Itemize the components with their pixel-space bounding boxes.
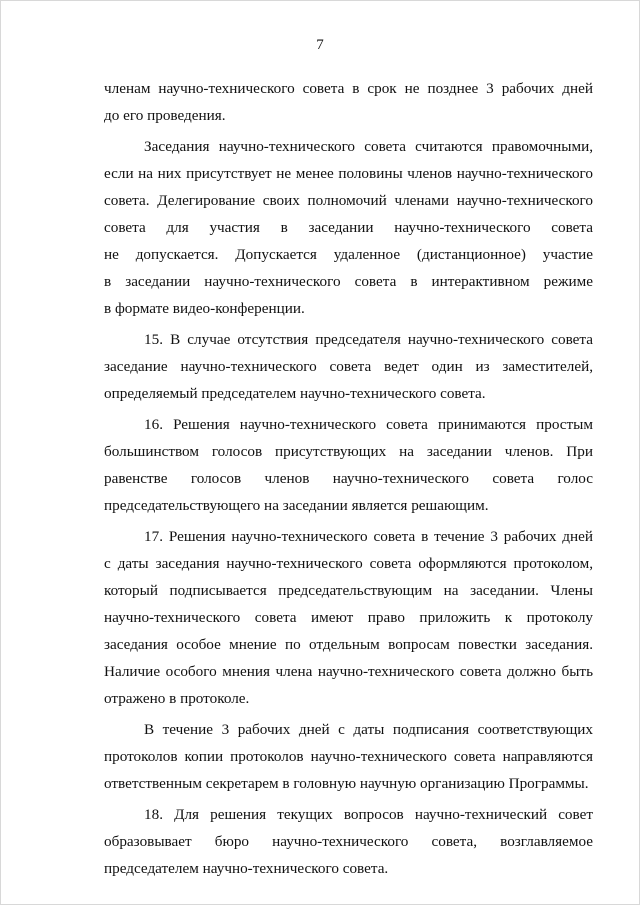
text-line: с даты заседания научно-технического совета оформляются протоколом,	[104, 555, 593, 572]
paragraph	[104, 326, 593, 407]
paragraph	[104, 75, 593, 129]
paragraph	[104, 133, 593, 322]
text-line: Наличие особого мнения члена научно-технического совета должно быть	[104, 663, 593, 680]
text-line: который подписывается председательствующим на заседании. Члены	[104, 582, 593, 599]
text-line: 16. Решения научно-технического совета принимаются простым	[144, 416, 593, 433]
text-line: председательствующего на заседании является решающим.	[104, 497, 489, 514]
text-line: 15. В случае отсутствия председателя научно-технического совета	[144, 331, 593, 348]
text-line: до его проведения.	[104, 107, 226, 124]
text-line: отражено в протоколе.	[104, 690, 250, 707]
document-body	[104, 75, 593, 886]
text-line: 18. Для решения текущих вопросов научно-технический совет	[144, 806, 593, 823]
text-line: протоколов копии протоколов научно-технического совета направляются	[104, 748, 593, 765]
text-line: 17. Решения научно-технического совета в течение 3 рабочих дней	[144, 528, 593, 545]
text-line: заседание научно-технического совета ведет один из заместителей,	[104, 358, 593, 375]
text-line: научно-технического совета имеют право приложить к протоколу	[104, 609, 593, 626]
paragraph	[104, 411, 593, 519]
text-line: председателем научно-технического совета.	[104, 860, 389, 877]
text-line: В течение 3 рабочих дней с даты подписания соответствующих	[144, 721, 593, 738]
text-line: если на них присутствует не менее половины членов научно-технического	[104, 165, 593, 182]
text-line: не допускается. Допускается удаленное (дистанционное) участие	[104, 246, 593, 263]
text-line: совета для участия в заседании научно-технического совета	[104, 219, 593, 236]
text-line: в формате видео-конференции.	[104, 300, 305, 317]
text-line: совета. Делегирование своих полномочий членами научно-технического	[104, 192, 593, 209]
paragraph	[104, 716, 593, 797]
paragraph	[104, 523, 593, 712]
text-line: Заседания научно-технического совета считаются правомочными,	[144, 138, 593, 155]
text-line: определяемый председателем научно-технического совета.	[104, 385, 486, 402]
page-number: 7	[316, 37, 324, 53]
text-line: образовывает бюро научно-технического совета, возглавляемое	[104, 833, 593, 850]
text-line: ответственным секретарем в головную научную организацию Программы.	[104, 775, 589, 792]
text-line: членам научно-технического совета в срок не позднее 3 рабочих дней	[104, 80, 593, 97]
text-line: в заседании научно-технического совета в интерактивном режиме	[104, 273, 593, 290]
paragraph	[104, 801, 593, 882]
text-line: большинством голосов присутствующих на заседании членов. При	[104, 443, 593, 460]
text-line: равенстве голосов членов научно-технического совета голос	[104, 470, 593, 487]
text-line: заседания особое мнение по отдельным вопросам повестки заседания.	[104, 636, 593, 653]
